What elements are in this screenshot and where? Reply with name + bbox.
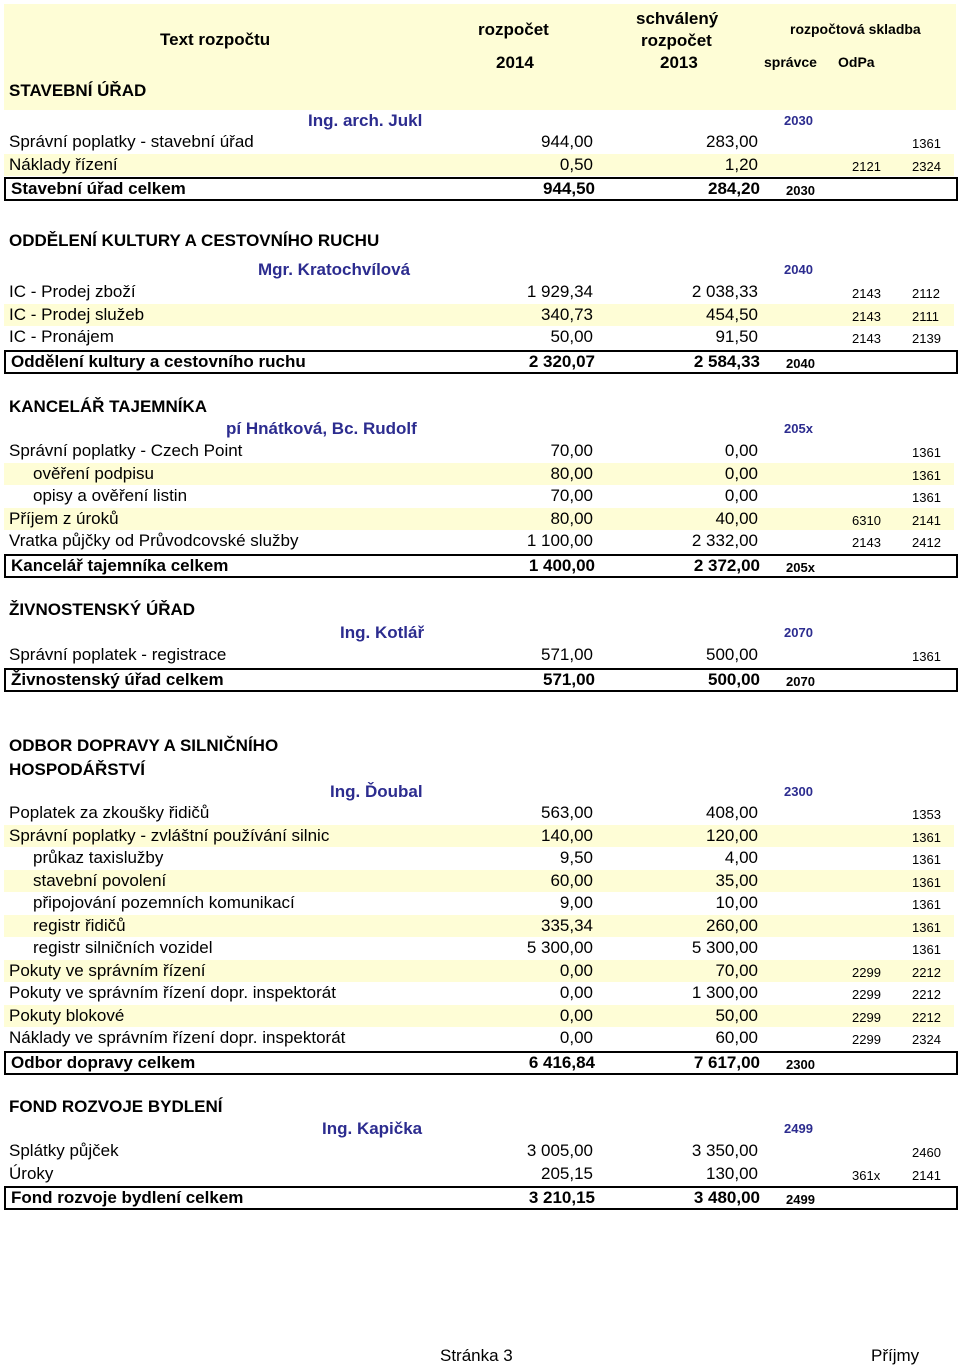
value-2013: 5 300,00 (691, 938, 758, 957)
spo-code: 1361 (912, 136, 941, 151)
value-2013: 3 350,00 (691, 1141, 758, 1160)
spo-code: 1361 (912, 919, 941, 935)
section-title: FOND ROZVOJE BYDLENÍ (9, 1097, 223, 1116)
total-spravce: 2070 (786, 673, 815, 689)
table-row (4, 960, 954, 982)
spo-code: 1361 (912, 942, 941, 957)
total-2013: 7 617,00 (693, 1052, 760, 1072)
table-row (4, 1005, 954, 1027)
section-manager: pí Hnátková, Bc. Rudolf (226, 419, 417, 438)
total-name: Fond rozvoje bydlení celkem (11, 1188, 244, 1207)
spo-code: 2141 (912, 512, 941, 528)
header-year-2014: 2014 (496, 53, 534, 72)
header-odpa: OdPa (838, 54, 875, 70)
spo-code: 1361 (912, 897, 941, 912)
section-title: KANCELÁŘ TAJEMNÍKA (9, 397, 208, 416)
spo-code: 2460 (912, 1145, 941, 1160)
value-2014: 9,50 (559, 848, 593, 867)
total-name: Živnostenský úřad celkem (11, 669, 224, 689)
odpa-code: 2143 (852, 308, 881, 324)
spo-code: 1361 (912, 649, 941, 664)
table-row (4, 847, 954, 869)
odpa-code: 2121 (852, 158, 881, 174)
header-rozpocet: rozpočet (478, 20, 549, 39)
odpa-code: 2143 (852, 331, 881, 346)
section-code: 2070 (784, 625, 813, 640)
table-row (4, 463, 954, 485)
row-name: Správní poplatky - zvláštní používání silnic (9, 825, 330, 845)
table-row (4, 1140, 954, 1162)
table-row (4, 440, 954, 462)
section-code: 2499 (784, 1121, 813, 1136)
value-2013: 120,00 (706, 825, 758, 845)
value-2013: 454,50 (706, 304, 758, 324)
value-2014: 5 300,00 (526, 938, 593, 957)
table-row (4, 530, 954, 552)
value-2014: 0,00 (559, 1028, 593, 1047)
total-row (4, 1051, 958, 1075)
row-name: Náklady řízení (9, 154, 118, 174)
table-row (4, 982, 954, 1004)
spo-code: 1361 (912, 445, 941, 460)
row-name: stavební povolení (33, 870, 167, 890)
section-title: ŽIVNOSTENSKÝ ÚŘAD (9, 600, 196, 619)
row-name: Splátky půjček (9, 1141, 119, 1160)
table-row (4, 1027, 954, 1049)
footer-section: Příjmy (871, 1346, 920, 1365)
value-2014: 80,00 (550, 463, 593, 483)
value-2013: 1,20 (724, 154, 758, 174)
total-name: Oddělení kultury a cestovního ruchu (11, 351, 306, 371)
section-title: ODBOR DOPRAVY A SILNIČNÍHO (9, 736, 279, 755)
value-2014: 0,00 (559, 960, 593, 980)
row-name: Úroky (9, 1163, 54, 1183)
total-row (4, 554, 958, 578)
odpa-code: 2143 (852, 535, 881, 550)
spo-code: 2212 (912, 987, 941, 1002)
value-2013: 2 038,33 (691, 282, 758, 301)
total-2014: 3 210,15 (528, 1188, 595, 1207)
value-2013: 2 332,00 (691, 531, 758, 550)
header-text-rozpoctu: Text rozpočtu (160, 30, 271, 49)
header-schvaleny: schválený (636, 9, 719, 28)
section-code: 205x (784, 421, 813, 436)
header-year-2013: 2013 (660, 53, 698, 72)
total-2014: 1 400,00 (528, 555, 595, 575)
row-name: opisy a ověření listin (33, 486, 188, 505)
table-row (4, 825, 954, 847)
total-2013: 500,00 (708, 669, 760, 689)
value-2013: 0,00 (724, 486, 758, 505)
value-2013: 0,00 (724, 463, 758, 483)
spo-code: 2212 (912, 964, 941, 980)
total-2013: 3 480,00 (693, 1188, 760, 1207)
section-code: 2300 (784, 784, 813, 799)
value-2013: 91,50 (715, 327, 758, 346)
spo-code: 2324 (912, 1032, 941, 1047)
table-row (4, 508, 954, 530)
value-2014: 1 929,34 (526, 282, 593, 301)
section-code: 2040 (784, 262, 813, 277)
spo-code: 1361 (912, 852, 941, 867)
value-2014: 340,73 (541, 304, 593, 324)
value-2014: 70,00 (550, 441, 593, 460)
section-manager: Mgr. Kratochvílová (258, 260, 411, 279)
row-name: Správní poplatky - stavební úřad (9, 132, 254, 151)
value-2014: 571,00 (541, 645, 593, 664)
section-manager: Ing. arch. Jukl (308, 111, 423, 130)
value-2013: 283,00 (706, 132, 758, 151)
value-2013: 1 300,00 (691, 983, 758, 1002)
header-rozpocet-2: rozpočet (641, 31, 712, 50)
total-2013: 2 372,00 (693, 555, 760, 575)
spo-code: 1361 (912, 874, 941, 890)
row-name: Správní poplatek - registrace (9, 645, 227, 664)
row-name: ověření podpisu (33, 463, 154, 483)
value-2013: 500,00 (706, 645, 758, 664)
total-row (4, 177, 958, 201)
section-title: STAVEBNÍ ÚŘAD (9, 81, 147, 100)
total-2014: 571,00 (543, 669, 595, 689)
table-row (4, 1163, 954, 1185)
section-title: ODDĚLENÍ KULTURY A CESTOVNÍHO RUCHU (9, 231, 380, 250)
table-row (4, 802, 954, 824)
odpa-code: 2299 (852, 987, 881, 1002)
section-manager: Ing. Kapička (322, 1119, 423, 1138)
table-row (4, 915, 954, 937)
row-name: registr silničních vozidel (33, 938, 213, 957)
total-row (4, 668, 958, 692)
table-row (4, 326, 954, 348)
section-manager: Ing. Kotlář (340, 623, 425, 642)
row-name: připojování pozemních komunikací (33, 893, 295, 912)
total-2013: 2 584,33 (693, 351, 760, 371)
odpa-code: 2299 (852, 964, 881, 980)
section-code: 2030 (784, 113, 813, 128)
table-row (4, 154, 954, 176)
spo-code: 1353 (912, 807, 941, 822)
total-2013: 284,20 (708, 179, 760, 198)
spo-code: 2141 (912, 1167, 941, 1183)
total-spravce: 2300 (786, 1056, 815, 1072)
total-2014: 944,50 (543, 179, 595, 198)
total-row (4, 1186, 958, 1210)
row-name: registr řidičů (33, 915, 126, 935)
row-name: IC - Pronájem (9, 327, 114, 346)
section-title-line2: HOSPODÁŘSTVÍ (9, 760, 146, 779)
value-2014: 70,00 (550, 486, 593, 505)
odpa-code: 6310 (852, 512, 881, 528)
total-spravce: 2499 (786, 1192, 815, 1207)
value-2013: 130,00 (706, 1163, 758, 1183)
value-2014: 50,00 (550, 327, 593, 346)
total-name: Odbor dopravy celkem (11, 1052, 196, 1072)
value-2014: 60,00 (550, 870, 593, 890)
page-number: Stránka 3 (440, 1346, 513, 1365)
total-2014: 6 416,84 (528, 1052, 595, 1072)
spo-code: 2212 (912, 1009, 941, 1025)
row-name: Pokuty ve správním řízení (9, 960, 206, 980)
header-rozpoctova-skladba: rozpočtová skladba (790, 21, 921, 37)
row-name: Pokuty ve správním řízení dopr. inspektorát (9, 983, 336, 1002)
spo-code: 2139 (912, 331, 941, 346)
total-name: Kancelář tajemníka celkem (11, 555, 229, 575)
row-name: IC - Prodej služeb (9, 304, 145, 324)
spo-code: 2112 (912, 286, 940, 301)
value-2014: 0,00 (559, 983, 593, 1002)
value-2013: 60,00 (715, 1028, 758, 1047)
table-header (4, 4, 956, 110)
row-name: IC - Prodej zboží (9, 282, 136, 301)
spo-code: 1361 (912, 467, 941, 483)
value-2013: 10,00 (715, 893, 758, 912)
spo-code: 1361 (912, 829, 941, 845)
table-row (4, 131, 954, 153)
row-name: Pokuty blokové (9, 1005, 125, 1025)
table-row (4, 937, 954, 959)
value-2013: 40,00 (715, 508, 758, 528)
row-name: Příjem z úroků (9, 508, 119, 528)
value-2014: 0,50 (559, 154, 593, 174)
total-spravce: 2030 (786, 183, 815, 198)
section-manager: Ing. Ďoubal (330, 782, 423, 801)
table-row (4, 304, 954, 326)
value-2014: 9,00 (559, 893, 593, 912)
value-2013: 260,00 (706, 915, 758, 935)
header-spravce: správce (764, 54, 817, 70)
odpa-code: 2299 (852, 1009, 881, 1025)
spo-code: 1361 (912, 490, 941, 505)
value-2014: 1 100,00 (526, 531, 593, 550)
odpa-code: 2299 (852, 1032, 881, 1047)
total-name: Stavební úřad celkem (11, 179, 186, 198)
row-name: Správní poplatky - Czech Point (9, 441, 243, 460)
value-2014: 0,00 (559, 1005, 593, 1025)
spo-code: 2324 (912, 158, 941, 174)
value-2014: 3 005,00 (526, 1141, 593, 1160)
value-2013: 70,00 (715, 960, 758, 980)
table-row (4, 485, 954, 507)
spo-code: 2111 (912, 308, 939, 324)
value-2013: 408,00 (706, 803, 758, 822)
value-2014: 205,15 (541, 1163, 593, 1183)
total-row (4, 350, 958, 374)
row-name: Náklady ve správním řízení dopr. inspektorát (9, 1028, 346, 1047)
row-name: Vratka půjčky od Průvodcovské služby (9, 531, 299, 550)
odpa-code: 2143 (852, 286, 881, 301)
value-2014: 80,00 (550, 508, 593, 528)
table-row (4, 870, 954, 892)
value-2013: 35,00 (715, 870, 758, 890)
value-2013: 0,00 (724, 441, 758, 460)
value-2013: 4,00 (724, 848, 758, 867)
total-2014: 2 320,07 (528, 351, 595, 371)
total-spravce: 205x (786, 559, 815, 575)
table-row (4, 892, 954, 914)
spo-code: 2412 (912, 535, 941, 550)
value-2014: 563,00 (541, 803, 593, 822)
value-2014: 335,34 (541, 915, 593, 935)
value-2014: 140,00 (541, 825, 593, 845)
row-name: průkaz taxislužby (33, 848, 164, 867)
odpa-code: 361x (852, 1167, 881, 1183)
row-name: Poplatek za zkoušky řidičů (9, 803, 210, 822)
table-row (4, 281, 954, 303)
value-2014: 944,00 (541, 132, 593, 151)
value-2013: 50,00 (715, 1005, 758, 1025)
table-row (4, 644, 954, 666)
total-spravce: 2040 (786, 355, 815, 371)
